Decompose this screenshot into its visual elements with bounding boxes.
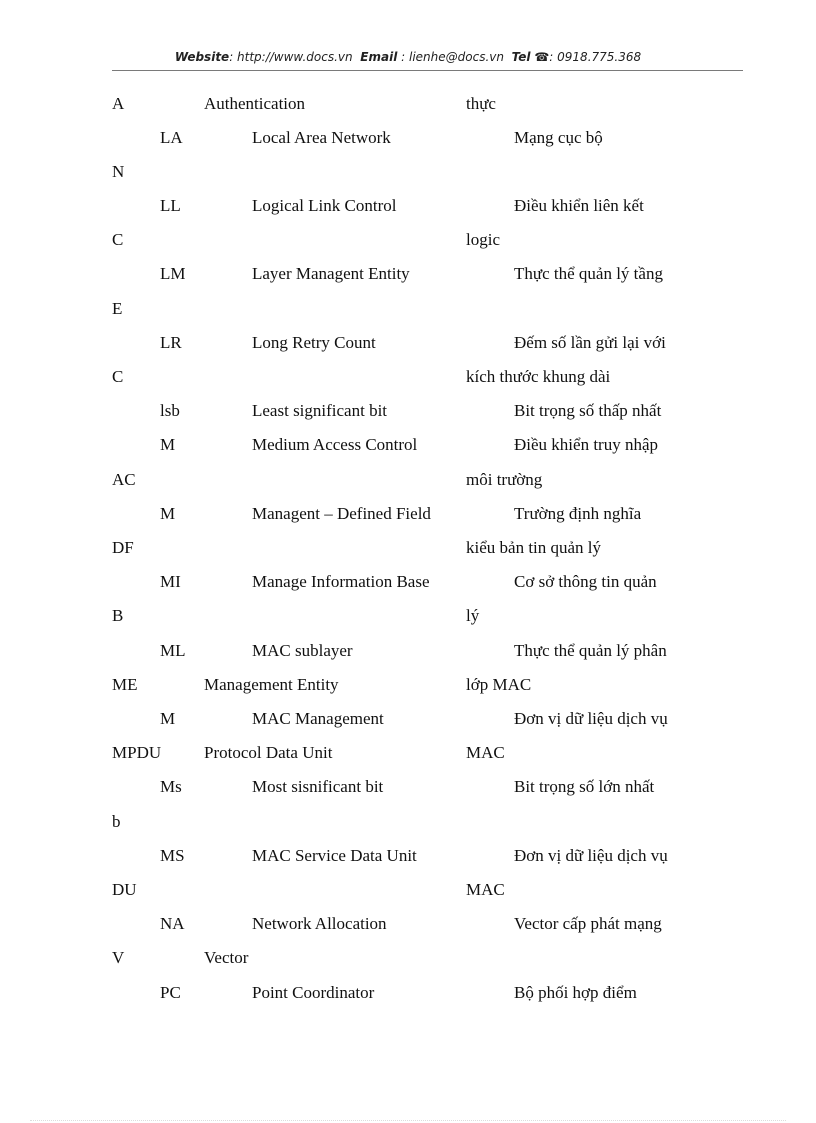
glossary-line [0, 880, 816, 914]
abbr-continuation: B [112, 606, 124, 625]
abbr-continuation: N [112, 162, 125, 181]
abbreviation: lsb [160, 401, 180, 420]
glossary-line [0, 504, 816, 538]
abbreviation: ML [160, 641, 186, 660]
glossary-line [0, 983, 816, 1017]
viet-term: Vector cấp phát mạng [514, 914, 662, 933]
abbr-continuation: C [112, 367, 124, 386]
abbreviation: MS [160, 846, 185, 865]
english-term: Medium Access Control [252, 435, 418, 454]
abbr-continuation: E [112, 299, 123, 318]
abbr-continuation: b [112, 812, 121, 831]
abbreviation: LR [160, 333, 182, 352]
glossary-line [0, 641, 816, 675]
viet-term: Đơn vị dữ liệu dịch vụ [514, 846, 668, 865]
glossary-line [0, 743, 816, 777]
abbr-continuation: C [112, 230, 124, 249]
english-term: Layer Managent Entity [252, 264, 410, 283]
viet-term: Điều khiển truy nhập [514, 435, 658, 454]
abbreviation: M [160, 504, 176, 523]
viet-term-wrapped: môi trường [466, 470, 543, 489]
abbr-continuation: A [112, 94, 125, 113]
page-header [0, 50, 816, 64]
viet-term: Cơ sở thông tin quản [514, 572, 657, 591]
glossary-line [0, 538, 816, 572]
glossary-line [0, 299, 816, 333]
glossary-line [0, 606, 816, 640]
email-value: : lienhe@docs.vn [401, 50, 504, 64]
glossary-line [0, 846, 816, 880]
viet-term-wrapped: lớp MAC [466, 675, 532, 694]
abbr-continuation: DU [112, 880, 137, 899]
glossary-line [0, 777, 816, 811]
glossary-line [0, 948, 816, 982]
viet-term: Đơn vị dữ liệu dịch vụ [514, 709, 668, 728]
website-label: Website [174, 50, 230, 64]
viet-term-wrapped: MAC [466, 880, 505, 899]
viet-term: Mạng cục bộ [514, 128, 603, 147]
abbr-continuation: AC [112, 470, 136, 489]
english-term: MAC Service Data Unit [252, 846, 417, 865]
abbreviation: MI [160, 572, 181, 591]
abbreviation: LM [160, 264, 186, 283]
glossary-line [0, 914, 816, 948]
viet-term: Trường định nghĩa [514, 504, 642, 523]
english-term: Managent – Defined Field [252, 504, 431, 523]
abbreviation: LA [160, 128, 183, 147]
glossary-line [0, 367, 816, 401]
english-term: Network Allocation [252, 914, 387, 933]
glossary-line [0, 333, 816, 367]
english-term: Manage Information Base [252, 572, 430, 591]
viet-term: Điều khiển liên kết [514, 196, 644, 215]
glossary-line [0, 675, 816, 709]
glossary-line [0, 94, 816, 128]
footer-divider [30, 1120, 786, 1121]
viet-term: Đếm số lần gửi lại với [514, 333, 666, 352]
viet-term: Bit trọng số lớn nhất [514, 777, 655, 796]
glossary-line [0, 128, 816, 162]
viet-term-wrapped: MAC [466, 743, 505, 762]
glossary-line [0, 812, 816, 846]
tel-label: Tel [511, 50, 531, 64]
glossary-line [0, 709, 816, 743]
english-term: Least significant bit [252, 401, 388, 420]
glossary-line [0, 435, 816, 469]
english-term: Most sisnificant bit [252, 777, 384, 796]
phone-icon: ☎ [534, 50, 550, 64]
glossary-line [0, 572, 816, 606]
english-term-wrapped: Management Entity [204, 675, 339, 694]
viet-term: Thực thể quản lý tầng [514, 264, 663, 283]
glossary-line [0, 470, 816, 504]
abbreviation: PC [160, 983, 181, 1002]
viet-term: Thực thể quản lý phân [514, 641, 667, 660]
tel-value: : 0918.775.368 [549, 50, 642, 64]
header-divider [112, 70, 743, 71]
english-term-wrapped: Protocol Data Unit [204, 743, 333, 762]
abbreviation: M [160, 709, 176, 728]
viet-term-wrapped: logic [466, 230, 500, 249]
abbr-continuation: MPDU [112, 743, 162, 762]
english-term: Logical Link Control [252, 196, 397, 215]
abbr-continuation: V [112, 948, 125, 967]
glossary-line [0, 264, 816, 298]
viet-term-wrapped: lý [466, 606, 480, 625]
abbr-continuation: DF [112, 538, 134, 557]
viet-term-wrapped: thực [466, 94, 496, 113]
abbreviation: M [160, 435, 176, 454]
viet-term: Bộ phối hợp điểm [514, 983, 637, 1002]
viet-term-wrapped: kích thước khung dài [466, 367, 611, 386]
abbreviation: NA [160, 914, 185, 933]
glossary-line [0, 230, 816, 264]
abbreviation: LL [160, 196, 181, 215]
english-term: Point Coordinator [252, 983, 375, 1002]
website-url: : http://www.docs.vn [229, 50, 353, 64]
english-term-wrapped: Vector [204, 948, 249, 967]
abbreviation: Ms [160, 777, 182, 796]
english-term-wrapped: Authentication [204, 94, 306, 113]
glossary-line [0, 196, 816, 230]
english-term: Long Retry Count [252, 333, 376, 352]
email-label: Email [360, 50, 398, 64]
english-term: Local Area Network [252, 128, 391, 147]
viet-term: Bit trọng số thấp nhất [514, 401, 662, 420]
english-term: MAC Management [252, 709, 384, 728]
viet-term-wrapped: kiểu bản tin quản lý [466, 538, 602, 557]
english-term: MAC sublayer [252, 641, 353, 660]
glossary-line [0, 401, 816, 435]
glossary-line [0, 162, 816, 196]
abbr-continuation: ME [112, 675, 138, 694]
